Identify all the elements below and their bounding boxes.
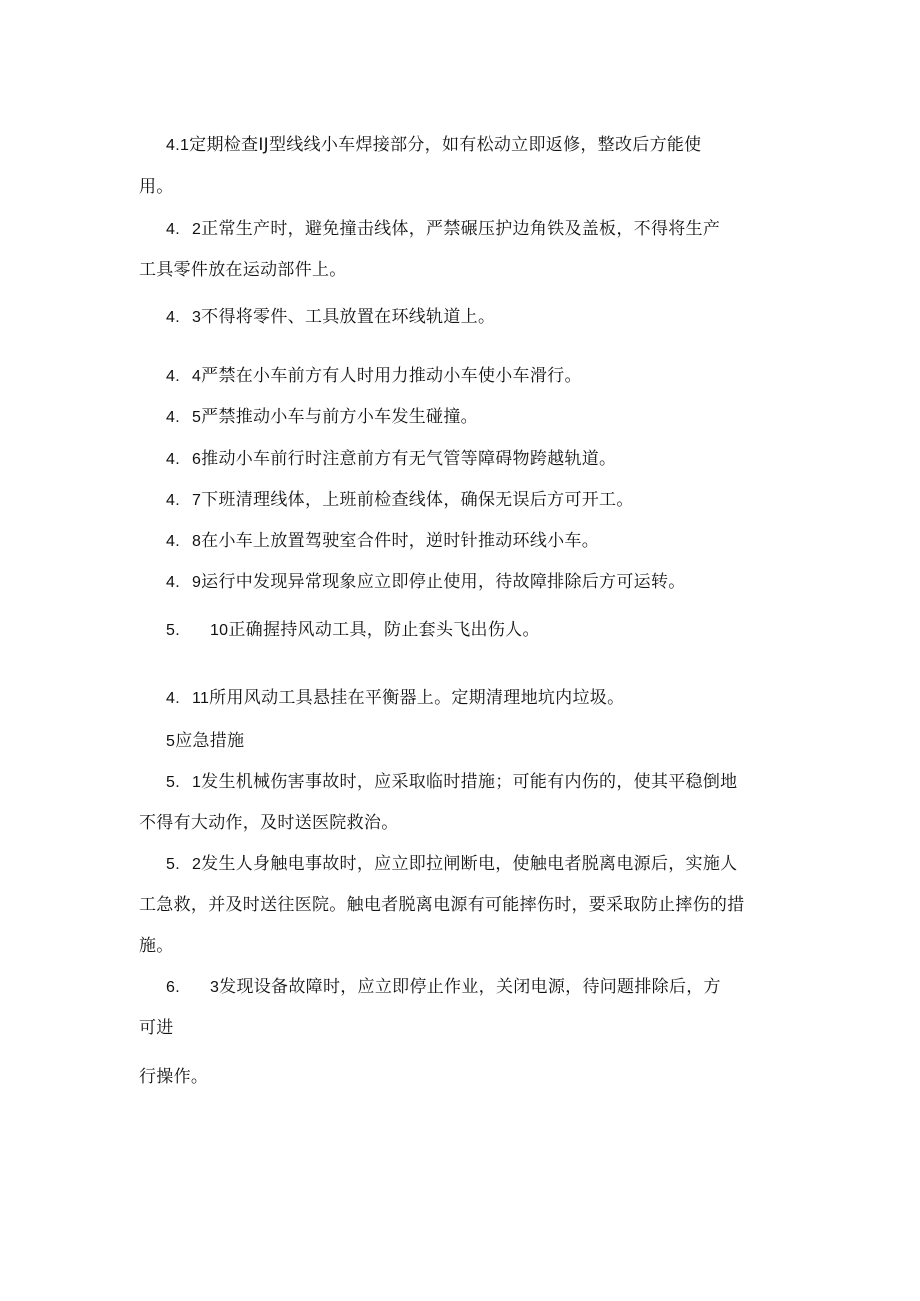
item-subnumber: 4: [191, 368, 202, 385]
item-number: 4.: [166, 574, 180, 591]
item-text: 不得有大动作，及时送医院救治。: [139, 813, 399, 833]
item-5-1-continuation: [139, 812, 399, 834]
item-5-10: [166, 619, 540, 642]
item-number: 4.: [166, 309, 180, 326]
item-text: 所用风动工具悬挂在平衡器上。定期清理地坑内垃圾。: [209, 688, 625, 708]
item-subnumber: 10: [209, 622, 229, 639]
item-subnumber: 2: [191, 856, 202, 873]
section-number: 5: [166, 733, 176, 750]
item-subnumber: 7: [191, 492, 202, 509]
item-5-2-continuation-1: [139, 894, 745, 916]
item-text: 可进: [139, 1018, 174, 1038]
section-title: 应急措施: [175, 731, 245, 751]
item-text: 不得将零件、工具放置在环线轨道上。: [201, 307, 496, 327]
item-subnumber: 11: [191, 690, 210, 707]
item-text: 用。: [139, 177, 174, 197]
item-text: 定期检查IJ型线线小车焊接部分，如有松动立即返修，整改后方能使: [189, 135, 702, 155]
item-subnumber: 3: [209, 979, 220, 996]
item-4-6: [166, 448, 616, 471]
item-5-2: [166, 853, 737, 876]
item-6-3-continuation-1: [139, 1017, 174, 1039]
item-text: 正常生产时，避免撞击线体，严禁碾压护边角铁及盖板，不得将生产: [201, 219, 721, 239]
item-number: 4.: [166, 533, 180, 550]
item-number: 5.: [166, 774, 180, 791]
item-5-2-continuation-2: [139, 935, 174, 957]
item-text: 严禁在小车前方有人时用力推动小车使小车滑行。: [201, 366, 582, 386]
item-4-1: [166, 134, 701, 157]
item-4-3: [166, 306, 495, 329]
item-number: 4.: [166, 368, 180, 385]
item-subnumber: 3: [191, 309, 202, 326]
item-subnumber: 8: [191, 533, 202, 550]
item-number: 4.: [166, 409, 180, 426]
item-subnumber: 6: [191, 451, 202, 468]
item-number: 4.1: [166, 137, 190, 154]
item-number: 4.: [166, 451, 180, 468]
item-number: 5.: [166, 622, 180, 639]
item-text: 发生人身触电事故时，应立即拉闸断电，使触电者脱离电源后，实施人: [201, 854, 738, 874]
item-text: 发现设备故障时，应立即停止作业，关闭电源，待问题排除后，方: [219, 977, 721, 997]
item-text: 在小车上放置驾驶室合件时，逆时针推动环线小车。: [201, 531, 600, 551]
item-subnumber: 2: [191, 221, 202, 238]
item-4-11: [166, 687, 624, 710]
item-4-2: [166, 218, 720, 241]
item-5-1: [166, 771, 737, 794]
item-subnumber: 5: [191, 409, 202, 426]
item-number: 6.: [166, 979, 180, 996]
item-text: 正确握持风动工具，防止套头飞出伤人。: [228, 620, 540, 640]
item-subnumber: 9: [191, 574, 202, 591]
item-4-7: [166, 489, 634, 512]
item-text: 严禁推动小车与前方小车发生碰撞。: [201, 407, 478, 427]
item-number: 4.: [166, 690, 180, 707]
item-text: 运行中发现异常现象应立即停止使用，待故障排除后方可运转。: [201, 572, 686, 592]
item-6-3-continuation-2: [139, 1066, 208, 1088]
item-number: 5.: [166, 856, 180, 873]
item-subnumber: 1: [191, 774, 202, 791]
item-4-9: [166, 571, 686, 594]
item-number: 4.: [166, 492, 180, 509]
item-text: 行操作。: [139, 1067, 209, 1087]
item-text: 推动小车前行时注意前方有无气管等障碍物跨越轨道。: [201, 449, 617, 469]
item-6-3: [166, 976, 721, 999]
item-4-8: [166, 530, 599, 553]
item-text: 工急救，并及时送往医院。触电者脱离电源有可能摔伤时，要采取防止摔伤的措: [139, 895, 745, 915]
item-text: 工具零件放在运动部件上。: [139, 260, 347, 280]
item-4-2-continuation: [139, 259, 347, 281]
section-heading-emergency: [166, 730, 244, 753]
item-4-1-continuation: [139, 176, 174, 198]
item-4-4: [166, 365, 582, 388]
item-number: 4.: [166, 221, 180, 238]
item-text: 发生机械伤害事故时，应采取临时措施；可能有内伤的，使其平稳倒地: [201, 772, 738, 792]
item-text: 下班清理线体，上班前检查线体，确保无误后方可开工。: [201, 490, 634, 510]
item-text: 施。: [139, 936, 174, 956]
item-4-5: [166, 406, 478, 429]
